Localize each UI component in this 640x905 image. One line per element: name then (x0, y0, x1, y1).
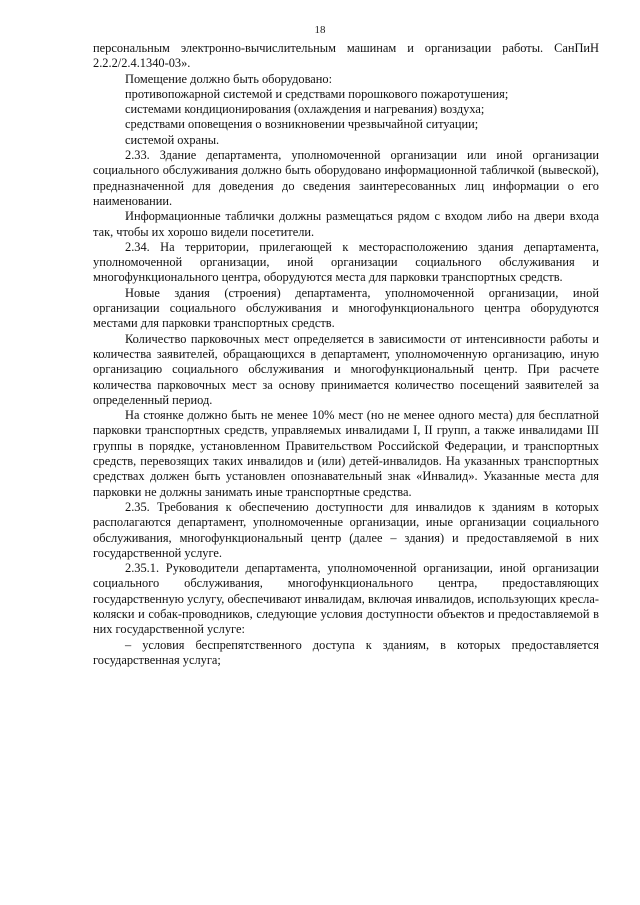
paragraph-2-35: 2.35. Требования к обеспечению доступности для инвалидов к зданиям в которых располагаются департамент, уполномоченные организации, иные организации социального обслуживания, многофункциональный центр (далее – здания) и предоставляемой в них государственной услуге. (93, 499, 599, 560)
paragraph-2-35-1: 2.35.1. Руководители департамента, уполномоченной организации, иной организации социального обслуживания, многофункционального центра, предоставляющих государственную услугу, обеспечивают инвалидам, включая инвалидов, использующих кресла-коляски и собак-проводников, следующие условия доступности объектов и предоставляемой в них государственной услуге: (93, 561, 599, 637)
paragraph-new-buildings: Новые здания (строения) департамента, уполномоченной организации, иной организации социального обслуживания и многофункционального центра оборудуются местами для парковки транспортных средств. (93, 285, 599, 331)
paragraph-parking-disabled: На стоянке должно быть не менее 10% мест (но не менее одного места) для бесплатной парковки транспортных средств, управляемых инвалидами I, II групп, а также инвалидами III группы в порядке, установленном Правительством Российской Федерации, и транспортных средств, перевозящих таких инвалидов и (или) детей-инвалидов. На указанных транспортных средствах должен быть установлен опознавательный знак «Инвалид». Указанные места для парковки не должны занимать иные транспортные средства. (93, 408, 599, 499)
equipment-item-fire: противопожарной системой и средствами порошкового пожаротушения; (125, 86, 509, 101)
equipment-list (93, 72, 599, 148)
page-number: 18 (314, 24, 326, 36)
equipment-item-security: системой охраны. (125, 132, 220, 147)
document-body (93, 41, 599, 668)
equipment-item-ac: системами кондиционирования (охлаждения и нагревания) воздуха; (125, 102, 485, 117)
paragraph-sanpin: персональным электронно-вычислительным машинам и организации работы. СанПиН 2.2.2/2.4.1340-03». (93, 41, 599, 71)
list-item-access: – условия беспрепятственного доступа к зданиям, в которых предоставляется государственная услуга; (93, 637, 599, 667)
paragraph-2-34: 2.34. На территории, прилегающей к месторасположению здания департамента, уполномоченной организации, иной организации социального обслуживания и многофункционального центра, оборудуются места для парковки транспортных средств. (93, 239, 599, 285)
paragraph-2-33: 2.33. Здание департамента, уполномоченной организации или иной организации социального обслуживания должно быть оборудовано информационной табличкой (вывеской), предназначенной для доведения до сведения заинтересованных лиц информации о его наименовании. (93, 148, 599, 208)
paragraph-parking-count: Количество парковочных мест определяется в зависимости от интенсивности работы и количества заявителей, обращающихся в департамент, уполномоченную организацию, иную организацию социального обслуживания и многофункциональный центр. При расчете количества парковочных мест за основу принимается количество посещений заявителей за определенный период. (93, 331, 599, 407)
equipment-intro: Помещение должно быть оборудовано: (125, 71, 333, 86)
paragraph-info-tables: Информационные таблички должны размещаться рядом с входом либо на двери входа так, чтобы их хорошо видели посетители. (93, 209, 599, 239)
equipment-item-alert: средствами оповещения о возникновении чрезвычайной ситуации; (125, 117, 479, 132)
